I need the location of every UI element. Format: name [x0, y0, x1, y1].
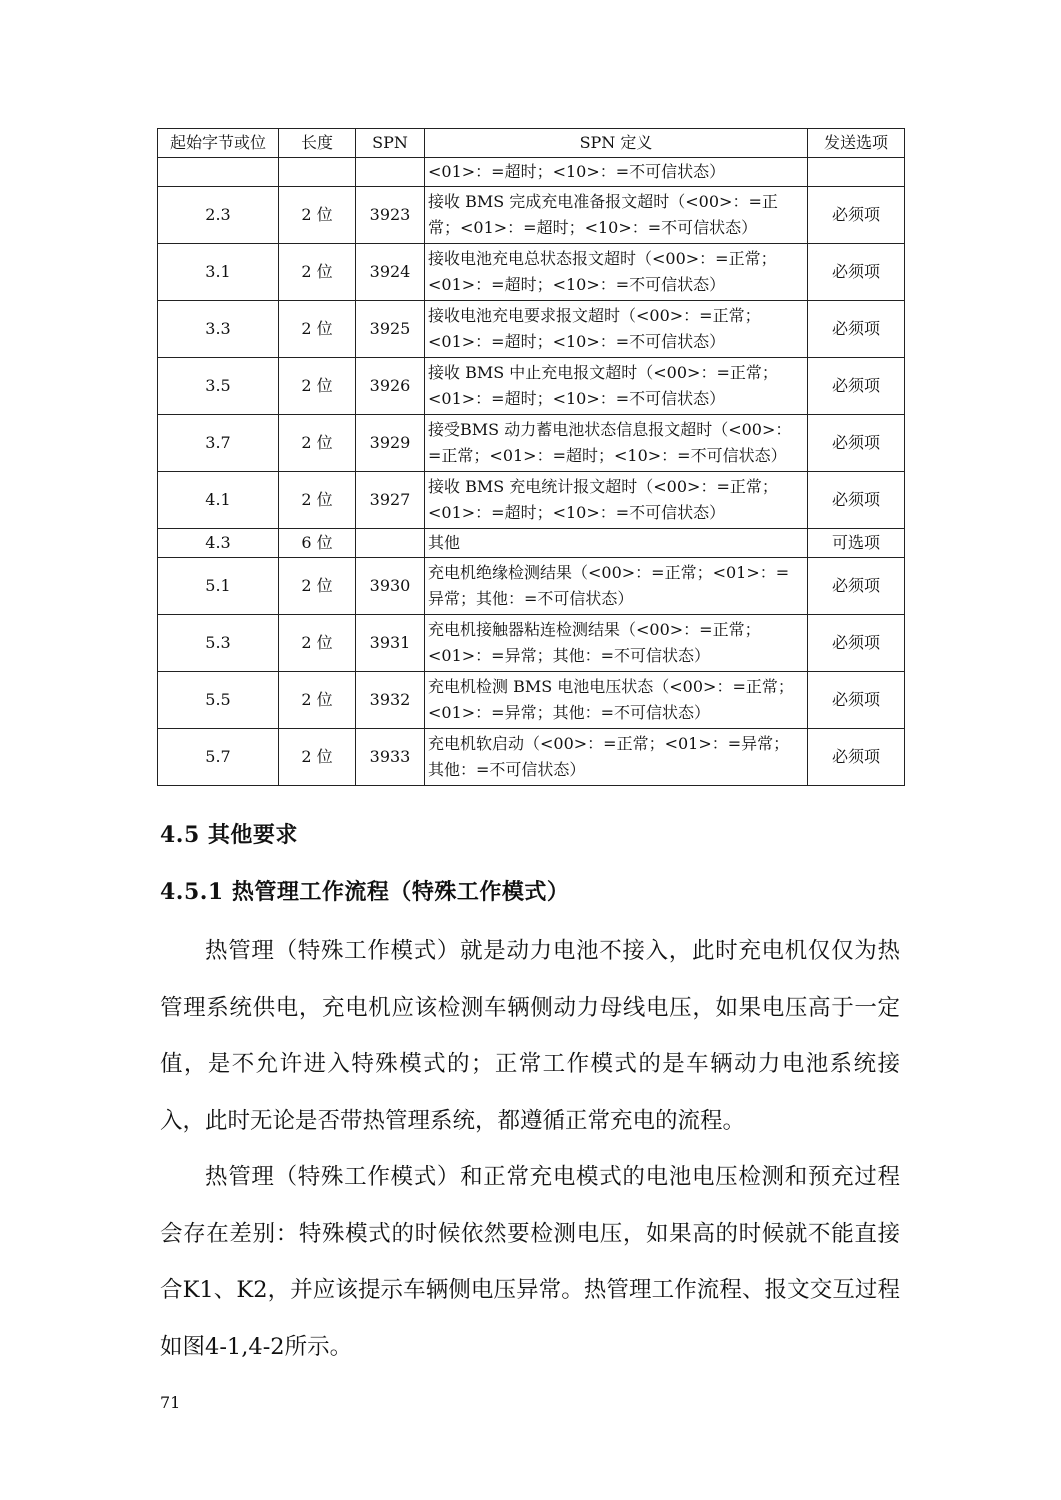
cell-option: 必须项: [808, 672, 905, 729]
cell-start: [158, 158, 279, 187]
cell-length: 6 位: [279, 529, 356, 558]
cell-start: 3.1: [158, 244, 279, 301]
header-start-byte: 起始字节或位: [158, 129, 279, 158]
cell-length: 2 位: [279, 244, 356, 301]
cell-definition: 充电机绝缘检测结果（<00>：=正常；<01>：=异常；其他：=不可信状态）: [425, 558, 808, 615]
cell-length: 2 位: [279, 187, 356, 244]
header-spn-definition: SPN 定义: [425, 129, 808, 158]
spn-definition-table: [157, 128, 905, 786]
cell-length: 2 位: [279, 558, 356, 615]
cell-spn: 3923: [356, 187, 425, 244]
cell-definition: 接收电池充电总状态报文超时（<00>：=正常；<01>：=超时；<10>：=不可信状态）: [425, 244, 808, 301]
paragraph-thermal-mode: 热管理（特殊工作模式）就是动力电池不接入，此时充电机仅仅为热管理系统供电，充电机应该检测车辆侧动力母线电压，如果电压高于一定值，是不允许进入特殊模式的；正常工作模式的是车辆动力电池系统接入，此时无论是否带热管理系统，都遵循正常充电的流程。: [160, 938, 900, 1134]
table-row: [158, 472, 905, 529]
cell-length: 2 位: [279, 358, 356, 415]
table-row: [158, 301, 905, 358]
cell-definition: 接收 BMS 完成充电准备报文超时（<00>：=正常；<01>：=超时；<10>：=不可信状态）: [425, 187, 808, 244]
cell-definition: 充电机软启动（<00>：=正常；<01>：=异常；其他：=不可信状态）: [425, 729, 808, 786]
cell-spn: 3926: [356, 358, 425, 415]
section-heading: 4.5 其他要求: [160, 822, 298, 848]
cell-option: 必须项: [808, 729, 905, 786]
table-row-continuation: [158, 158, 905, 187]
cell-definition: 接收电池充电要求报文超时（<00>：=正常；<01>：=超时；<10>：=不可信状态）: [425, 301, 808, 358]
table-row: [158, 615, 905, 672]
cell-option: 必须项: [808, 558, 905, 615]
table-row: [158, 187, 905, 244]
cell-start: 3.5: [158, 358, 279, 415]
cell-definition: 接受BMS 动力蓄电池状态信息报文超时（<00>：=正常；<01>：=超时；<10>：=不可信状态）: [425, 415, 808, 472]
cell-spn: 3933: [356, 729, 425, 786]
cell-length: 2 位: [279, 472, 356, 529]
cell-spn: 3929: [356, 415, 425, 472]
cell-spn: 3927: [356, 472, 425, 529]
header-length: 长度: [279, 129, 356, 158]
table-row: [158, 244, 905, 301]
cell-start: 5.7: [158, 729, 279, 786]
cell-option: 必须项: [808, 358, 905, 415]
cell-spn: 3931: [356, 615, 425, 672]
cell-spn: 3930: [356, 558, 425, 615]
cell-start: 4.1: [158, 472, 279, 529]
cell-length: 2 位: [279, 615, 356, 672]
cell-start: 2.3: [158, 187, 279, 244]
table-row: [158, 558, 905, 615]
page-number: 71: [160, 1393, 181, 1412]
cell-start: 3.7: [158, 415, 279, 472]
cell-spn: [356, 158, 425, 187]
table-row: [158, 415, 905, 472]
cell-start: 3.3: [158, 301, 279, 358]
cell-start: 5.5: [158, 672, 279, 729]
cell-option: 必须项: [808, 615, 905, 672]
cell-definition: 充电机检测 BMS 电池电压状态（<00>：=正常；<01>：=异常；其他：=不可信状态）: [425, 672, 808, 729]
cell-definition: <01>：=超时；<10>：=不可信状态）: [425, 158, 808, 187]
cell-spn: 3932: [356, 672, 425, 729]
header-send-option: 发送选项: [808, 129, 905, 158]
header-spn: SPN: [356, 129, 425, 158]
cell-option: [808, 158, 905, 187]
cell-start: 4.3: [158, 529, 279, 558]
table-row: [158, 529, 905, 558]
cell-definition: 充电机接触器粘连检测结果（<00>：=正常；<01>：=异常；其他：=不可信状态）: [425, 615, 808, 672]
cell-spn: [356, 529, 425, 558]
table-row: [158, 729, 905, 786]
table-header-row: [158, 129, 905, 158]
table-row: [158, 358, 905, 415]
subsection-heading: 4.5.1 热管理工作流程（特殊工作模式）: [160, 879, 570, 905]
cell-start: 5.1: [158, 558, 279, 615]
table-row: [158, 672, 905, 729]
cell-length: 2 位: [279, 729, 356, 786]
cell-length: [279, 158, 356, 187]
cell-option: 必须项: [808, 244, 905, 301]
cell-spn: 3924: [356, 244, 425, 301]
cell-length: 2 位: [279, 301, 356, 358]
cell-option: 必须项: [808, 187, 905, 244]
cell-definition: 接收 BMS 中止充电报文超时（<00>：=正常；<01>：=超时；<10>：=不可信状态）: [425, 358, 808, 415]
cell-spn: 3925: [356, 301, 425, 358]
cell-length: 2 位: [279, 672, 356, 729]
cell-definition: 接收 BMS 充电统计报文超时（<00>：=正常；<01>：=超时；<10>：=不可信状态）: [425, 472, 808, 529]
cell-option: 必须项: [808, 415, 905, 472]
cell-start: 5.3: [158, 615, 279, 672]
cell-option: 必须项: [808, 472, 905, 529]
cell-option: 必须项: [808, 301, 905, 358]
cell-length: 2 位: [279, 415, 356, 472]
cell-definition: 其他: [425, 529, 808, 558]
cell-option: 可选项: [808, 529, 905, 558]
paragraph-voltage-check: 热管理（特殊工作模式）和正常充电模式的电池电压检测和预充过程会存在差别：特殊模式的时候依然要检测电压，如果高的时候就不能直接合K1、K2，并应该提示车辆侧电压异常。热管理工作流程、报文交互过程如图4-1,4-2所示。: [160, 1164, 900, 1360]
